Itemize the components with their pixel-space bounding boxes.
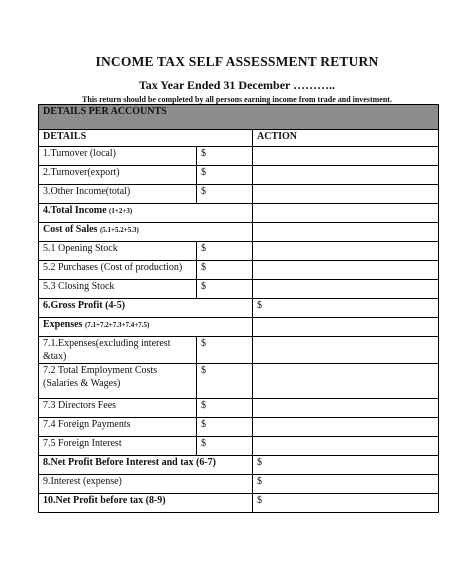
row-label-text: 5.1 Opening Stock [43,243,118,254]
row-label-text: 4.Total Income [43,205,107,216]
row-label [39,456,253,475]
row-label-text: 10.Net Profit before tax (8-9) [43,495,166,506]
row-label-text: 5.2 Purchases (Cost of production) [43,262,183,273]
form-row [39,261,439,280]
form-row [39,223,439,242]
form-row [39,494,439,513]
action-cell[interactable] [253,223,439,242]
form-row [39,364,439,399]
row-label-text: 7.3 Directors Fees [43,400,117,411]
form-row [39,318,439,337]
currency-symbol: $ [201,400,206,411]
row-label [39,242,197,261]
action-amount-cell[interactable] [253,475,439,494]
row-label [39,399,197,418]
form-row [39,456,439,475]
tax-year-line: Tax Year Ended 31 December ……….. [138,78,336,92]
action-amount-cell[interactable] [253,494,439,513]
row-label [39,418,197,437]
action-cell[interactable] [253,337,439,364]
row-formula: (1+2+3) [109,207,133,215]
form-row [39,185,439,204]
action-cell[interactable] [253,399,439,418]
amount-cell[interactable] [197,147,253,166]
row-label [39,223,253,242]
action-cell[interactable] [253,280,439,299]
action-cell[interactable] [253,185,439,204]
row-label-text: 7.5 Foreign Interest [43,438,122,449]
row-label-text: 8.Net Profit Before Interest and tax (6-7) [43,457,217,468]
currency-symbol: $ [201,186,206,197]
row-label [39,204,253,223]
row-label-text: 3.Other Income(total) [43,186,131,197]
completion-note: This return should be completed by all persons earning income from trade and investment. [82,95,392,104]
form-row [39,147,439,166]
currency-symbol: $ [201,281,206,292]
column-header-row [39,130,439,147]
amount-cell[interactable] [197,166,253,185]
currency-symbol: $ [201,262,206,273]
form-row [39,280,439,299]
action-cell[interactable] [253,166,439,185]
row-label [39,280,197,299]
row-label [39,147,197,166]
amount-cell[interactable] [197,280,253,299]
action-cell[interactable] [253,318,439,337]
section-header-row [39,105,439,130]
form-row [39,418,439,437]
action-cell[interactable] [253,437,439,456]
amount-cell[interactable] [197,437,253,456]
currency-symbol: $ [257,300,262,311]
row-label-text: Expenses [43,319,83,330]
form-row [39,437,439,456]
amount-cell[interactable] [197,242,253,261]
currency-symbol: $ [257,457,262,468]
amount-cell[interactable] [197,418,253,437]
currency-symbol: $ [201,438,206,449]
form-row [39,204,439,223]
action-cell[interactable] [253,261,439,280]
row-label-text: 1.Turnover (local) [43,148,116,159]
row-label-text: Cost of Sales [43,224,98,235]
section-header: DETAILS PER ACCOUNTS [39,105,439,130]
row-label-text: 2.Turnover(export) [43,167,120,178]
details-column-header: DETAILS [39,130,253,147]
row-label-text: 7.2 Total Employment Costs (Salaries & Wages) [43,365,158,389]
row-label [39,299,253,318]
action-amount-cell[interactable] [253,456,439,475]
row-label [39,337,197,364]
row-label-text: 9.Interest (expense) [43,476,122,487]
amount-cell[interactable] [197,185,253,204]
currency-symbol: $ [201,419,206,430]
amount-cell[interactable] [197,261,253,280]
form-row [39,242,439,261]
action-column-header: ACTION [253,130,439,147]
form-title: INCOME TAX SELF ASSESSMENT RETURN [95,54,379,69]
row-label-text: 6.Gross Profit (4-5) [43,300,126,311]
row-label-text: 5.3 Closing Stock [43,281,115,292]
row-label [39,364,197,399]
row-label-text: 7.4 Foreign Payments [43,419,131,430]
row-label-text: 7.1.Expenses(excluding interest &tax) [43,338,171,362]
currency-symbol: $ [257,495,262,506]
action-cell[interactable] [253,418,439,437]
row-label [39,166,197,185]
row-label [39,318,253,337]
form-row [39,299,439,318]
action-cell[interactable] [253,147,439,166]
form-row [39,166,439,185]
row-formula: (7.1+7.2+7.3+7.4+7.5) [84,321,150,329]
form-row [39,399,439,418]
currency-symbol: $ [257,476,262,487]
action-cell[interactable] [253,364,439,399]
action-cell[interactable] [253,204,439,223]
amount-cell[interactable] [197,364,253,399]
currency-symbol: $ [201,365,206,376]
row-formula: (5.1+5.2+5.3) [99,226,139,234]
action-cell[interactable] [253,242,439,261]
row-label [39,261,197,280]
accounts-table [38,104,439,513]
currency-symbol: $ [201,338,206,349]
action-amount-cell[interactable] [253,299,439,318]
currency-symbol: $ [201,148,206,159]
currency-symbol: $ [201,167,206,178]
amount-cell[interactable] [197,337,253,364]
form-row [39,475,439,494]
row-label [39,475,253,494]
form-row [39,337,439,364]
row-label [39,437,197,456]
amount-cell[interactable] [197,399,253,418]
currency-symbol: $ [201,243,206,254]
row-label [39,494,253,513]
row-label [39,185,197,204]
